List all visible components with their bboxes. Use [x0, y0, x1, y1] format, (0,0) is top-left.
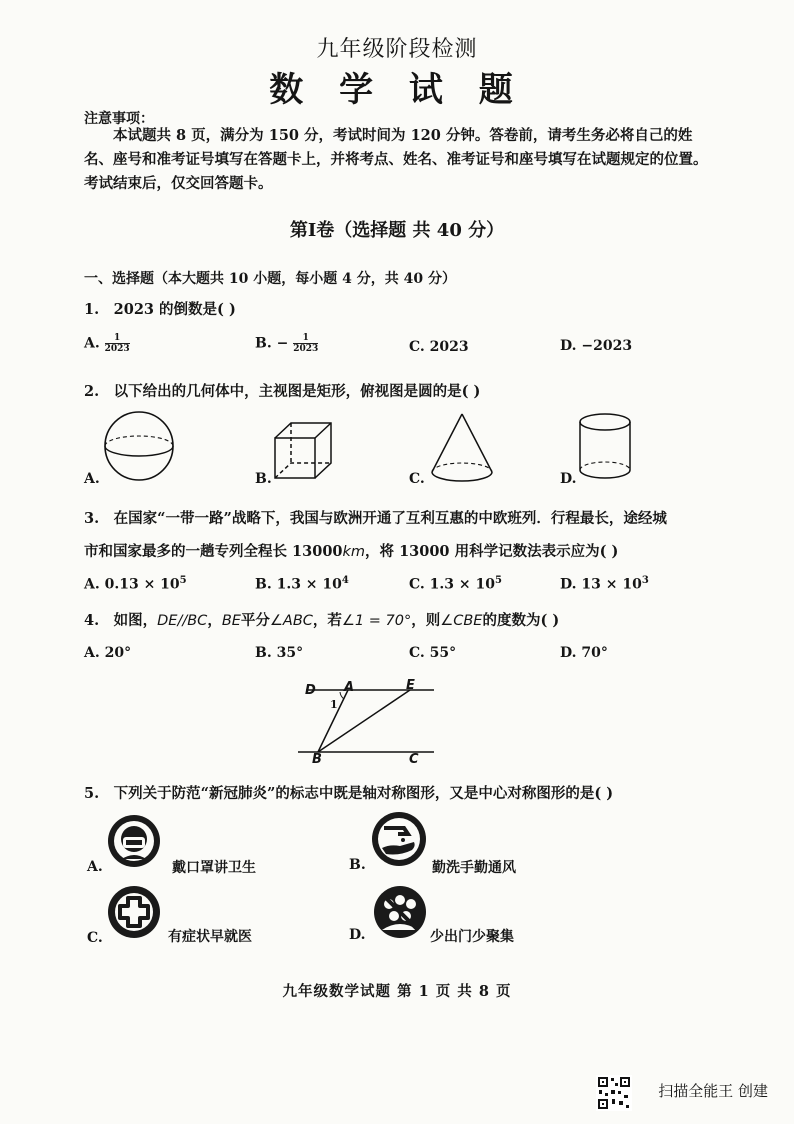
mask-sign-icon	[106, 813, 162, 869]
question-4-option-b: B. 35°	[255, 645, 304, 661]
question-1-option-c: C. 2023	[409, 339, 469, 355]
stem-text: ，若	[312, 612, 342, 629]
exponent: 5	[179, 575, 187, 586]
question-4-option-d: D. 70°	[560, 645, 608, 661]
cube-figure	[275, 423, 331, 478]
question-1-option-a	[84, 333, 130, 354]
option-b-caption: 勤洗手勤通风	[432, 860, 516, 876]
stem-text: 平分	[240, 612, 270, 629]
sphere-figure	[105, 412, 173, 480]
question-5-option-b: B.	[349, 857, 366, 873]
question-1-option-d: D. −2023	[560, 338, 633, 354]
math-expr: ∠ABC	[269, 613, 313, 629]
question-5-option-d: D.	[349, 927, 366, 943]
math-expr: ∠CBE	[440, 613, 483, 629]
fig-label-a: A	[344, 680, 355, 695]
question-2-option-a: A.	[84, 471, 100, 487]
page-footer: 九年级数学试题 第 1 页 共 8 页	[282, 983, 512, 1000]
question-3-option-b	[255, 575, 349, 593]
notice-text: 本试题共 8 页，满分为 150 分，考试时间为 120 分钟。答卷前，请考生务必将自己的姓名、座号和准考证号填写在答题卡上，并将考点、姓名、准考证号和座号填写在试题规定的位置。考试结束后，仅交回答题卡。	[84, 127, 708, 192]
numerator: 1	[114, 333, 121, 343]
section-title: 第Ⅰ卷（选择题 共 40 分）	[289, 220, 505, 241]
option-text: A. 0.13 × 10	[84, 576, 180, 593]
exponent: 4	[341, 575, 349, 586]
question-4-option-c: C. 55°	[409, 645, 457, 661]
exponent: 5	[494, 575, 502, 586]
question-3-stem-line1: 3. 在国家“一带一路”战略下，我国与欧洲开通了互利互惠的中欧班列．行程最长，途经城	[84, 510, 667, 527]
question-3-stem-line2	[84, 540, 618, 561]
stem-text: 的度数为( )	[482, 612, 560, 629]
no-gathering-sign-icon	[372, 884, 428, 940]
option-b-label: B. −	[255, 335, 289, 352]
question-3-option-d	[560, 575, 649, 593]
question-2-figures	[80, 408, 640, 492]
question-2-stem: 2. 以下给出的几何体中，主视图是矩形，俯视图是圆的是( )	[84, 383, 481, 400]
exam-title: 数 学 试 题	[269, 70, 525, 110]
question-3-option-c	[409, 575, 502, 593]
notice-heading: 注意事项：	[84, 111, 154, 127]
fig-label-b: B	[312, 752, 322, 767]
qr-code-icon	[596, 1075, 632, 1111]
question-2-option-b: B.	[255, 471, 272, 487]
stem-text: ，则	[411, 612, 441, 629]
question-1-stem: 1. 2023 的倒数是( )	[84, 301, 236, 318]
option-a-caption: 戴口罩讲卫生	[172, 860, 256, 876]
fig-label-c: C	[409, 752, 419, 767]
question-5-option-c: C.	[87, 930, 103, 946]
math-expr: DE//BC	[157, 613, 208, 629]
question-2-option-c: C.	[409, 471, 425, 487]
stem-text: ，将 13000 用科学记数法表示应为( )	[365, 543, 619, 560]
fig-label-d: D	[305, 683, 316, 698]
option-a-label: A.	[84, 335, 100, 352]
handwash-sign-icon	[370, 810, 428, 868]
option-text: B. 1.3 × 10	[255, 576, 342, 593]
fig-label-angle-1: 1	[330, 698, 338, 711]
cylinder-figure	[580, 414, 630, 478]
unit-km: km	[342, 544, 366, 560]
option-text: D. 13 × 10	[560, 576, 642, 593]
fig-label-e: E	[406, 678, 415, 693]
option-d-caption: 少出门少聚集	[430, 929, 514, 945]
cone-figure	[432, 414, 492, 481]
fraction	[293, 333, 318, 354]
stem-text: ，	[207, 612, 222, 629]
question-5-option-a: A.	[87, 859, 103, 875]
question-4-stem	[84, 609, 559, 630]
math-expr: BE	[221, 613, 241, 629]
exponent: 3	[641, 575, 649, 586]
question-1-option-b	[255, 333, 318, 354]
part-heading: 一、选择题（本大题共 10 小题，每小题 4 分，共 40 分）	[84, 271, 456, 287]
question-3-option-a	[84, 575, 187, 593]
option-text: C. 1.3 × 10	[409, 576, 495, 593]
question-4-option-a: A. 20°	[84, 645, 132, 661]
denominator: 2023	[104, 344, 130, 354]
question-2-option-d: D.	[560, 471, 577, 487]
denominator: 2023	[293, 344, 319, 354]
question-5-stem: 5. 下列关于防范“新冠肺炎”的标志中既是轴对称图形，又是中心对称图形的是( )	[84, 785, 614, 802]
numerator: 1	[302, 333, 309, 343]
scanner-watermark: 扫描全能王 创建	[658, 1082, 768, 1100]
option-c-caption: 有症状早就医	[168, 929, 252, 945]
stem-text: 4. 如图，	[84, 612, 158, 629]
math-expr: ∠1 = 70°	[341, 613, 412, 629]
fraction	[105, 333, 130, 354]
exam-subtitle: 九年级阶段检测	[316, 37, 478, 62]
stem-text: 市和国家最多的一趟专列全程长 13000	[84, 543, 343, 560]
medical-cross-sign-icon	[106, 884, 162, 940]
